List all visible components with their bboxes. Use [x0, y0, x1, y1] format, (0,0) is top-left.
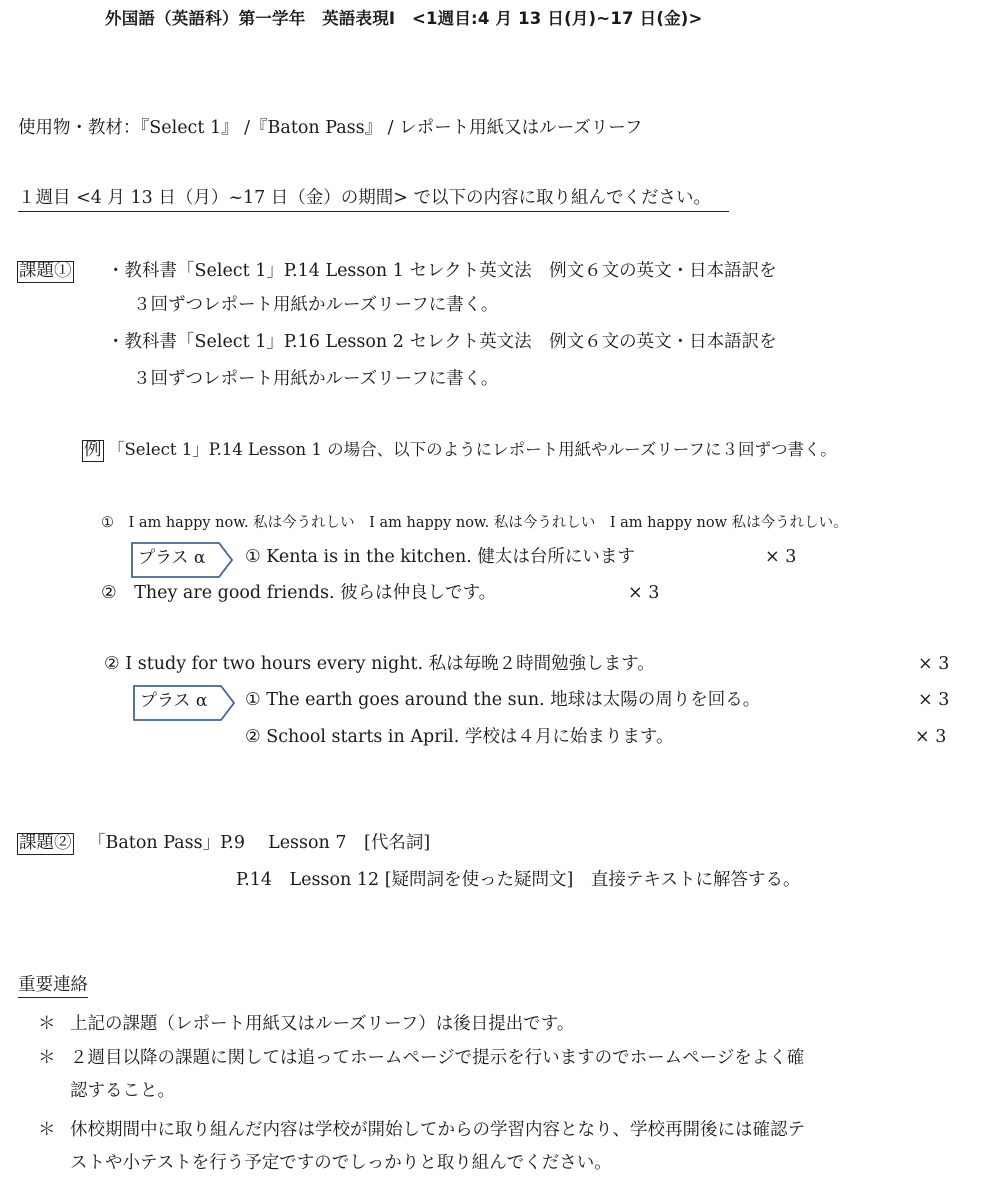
plus1-sentence-a-times: × 3 [765, 547, 797, 567]
task2-line2: P.14 Lesson 12 [疑問詞を使った疑問文] 直接テキストに解答する。 [236, 870, 801, 890]
notice-bullet-3: ＊ [38, 1120, 56, 1140]
task1-item1-line2: ３回ずつレポート用紙かルーズリーフに書く。 [133, 295, 499, 315]
plus1-sentence-a: ① Kenta is in the kitchen. 健太は台所にいます [245, 547, 635, 567]
notice-bullet-2: ＊ [38, 1048, 56, 1068]
example-label: 例 [84, 440, 102, 460]
notice-item2-line2: 認すること。 [70, 1081, 175, 1101]
materials-line: 使用物・教材：『Select 1』 /『Baton Pass』 / レポート用紙又はルーズリーフ [18, 118, 643, 138]
task2-label: 課題② [19, 833, 72, 853]
task1-label: 課題① [19, 261, 72, 281]
task1-item2-line2: ３回ずつレポート用紙かルーズリーフに書く。 [133, 369, 499, 389]
plus-alpha-label: プラス α [138, 548, 206, 568]
plus2-sentence-a-times: × 3 [918, 690, 950, 710]
plus-alpha-badge-2 [133, 685, 237, 719]
notice-item2-line1: ２週目以降の課題に関しては追ってホームページで提示を行いますのでホームページをよく確 [70, 1048, 805, 1068]
page-title: 外国語（英語科）第一学年 英語表現Ⅰ <1週目:4 月 13 日(月)~17 日(金)> [105, 9, 703, 28]
plus1-sentence-b-times: × 3 [628, 583, 660, 603]
notice-bullet-1: ＊ [38, 1014, 56, 1034]
example-line2: ② I study for two hours every night. 私は毎晩２時間勉強します。 [104, 654, 655, 674]
plus1-sentence-b: ② They are good friends. 彼らは仲良しです。 [101, 583, 497, 603]
task1-item2-line1: ・教科書「Select 1」P.16 Lesson 2 セレクト英文法 例文６文の英文・日本語訳を [107, 332, 777, 352]
example-line2-times: × 3 [918, 654, 950, 674]
notice-heading: 重要連絡 [18, 977, 88, 998]
task1-item1-line1: ・教科書「Select 1」P.14 Lesson 1 セレクト英文法 例文６文の英文・日本語訳を [107, 261, 777, 281]
notice-item1: 上記の課題（レポート用紙又はルーズリーフ）は後日提出です。 [70, 1014, 575, 1034]
example-line1: ① I am happy now. 私は今うれしい I am happy now. 私は今うれしい I am happy now 私は今うれしい。 [101, 515, 848, 531]
week-period-line: １週目 <4 月 13 日（月）~17 日（金）の期間> で以下の内容に取り組んでください。 [18, 190, 729, 212]
notice-item3-line1: 休校期間中に取り組んだ内容は学校が開始してからの学習内容となり、学校再開後には確認テ [70, 1120, 805, 1140]
plus2-sentence-b-times: × 3 [915, 727, 947, 747]
notice-item3-line2: ストや小テストを行う予定ですのでしっかりと取り組んでください。 [70, 1153, 612, 1173]
plus-alpha-label-2: プラス α [140, 691, 208, 711]
plus2-sentence-b: ② School starts in April. 学校は４月に始まります。 [245, 727, 674, 747]
plus-alpha-badge [131, 542, 235, 576]
plus2-sentence-a: ① The earth goes around the sun. 地球は太陽の周りを回る。 [245, 690, 761, 710]
task2-line1: 「Baton Pass」P.9 Lesson 7 [代名詞] [88, 833, 431, 853]
example-description: 「Select 1」P.14 Lesson 1 の場合、以下のようにレポート用紙やルーズリーフに３回ずつ書く。 [108, 440, 837, 459]
